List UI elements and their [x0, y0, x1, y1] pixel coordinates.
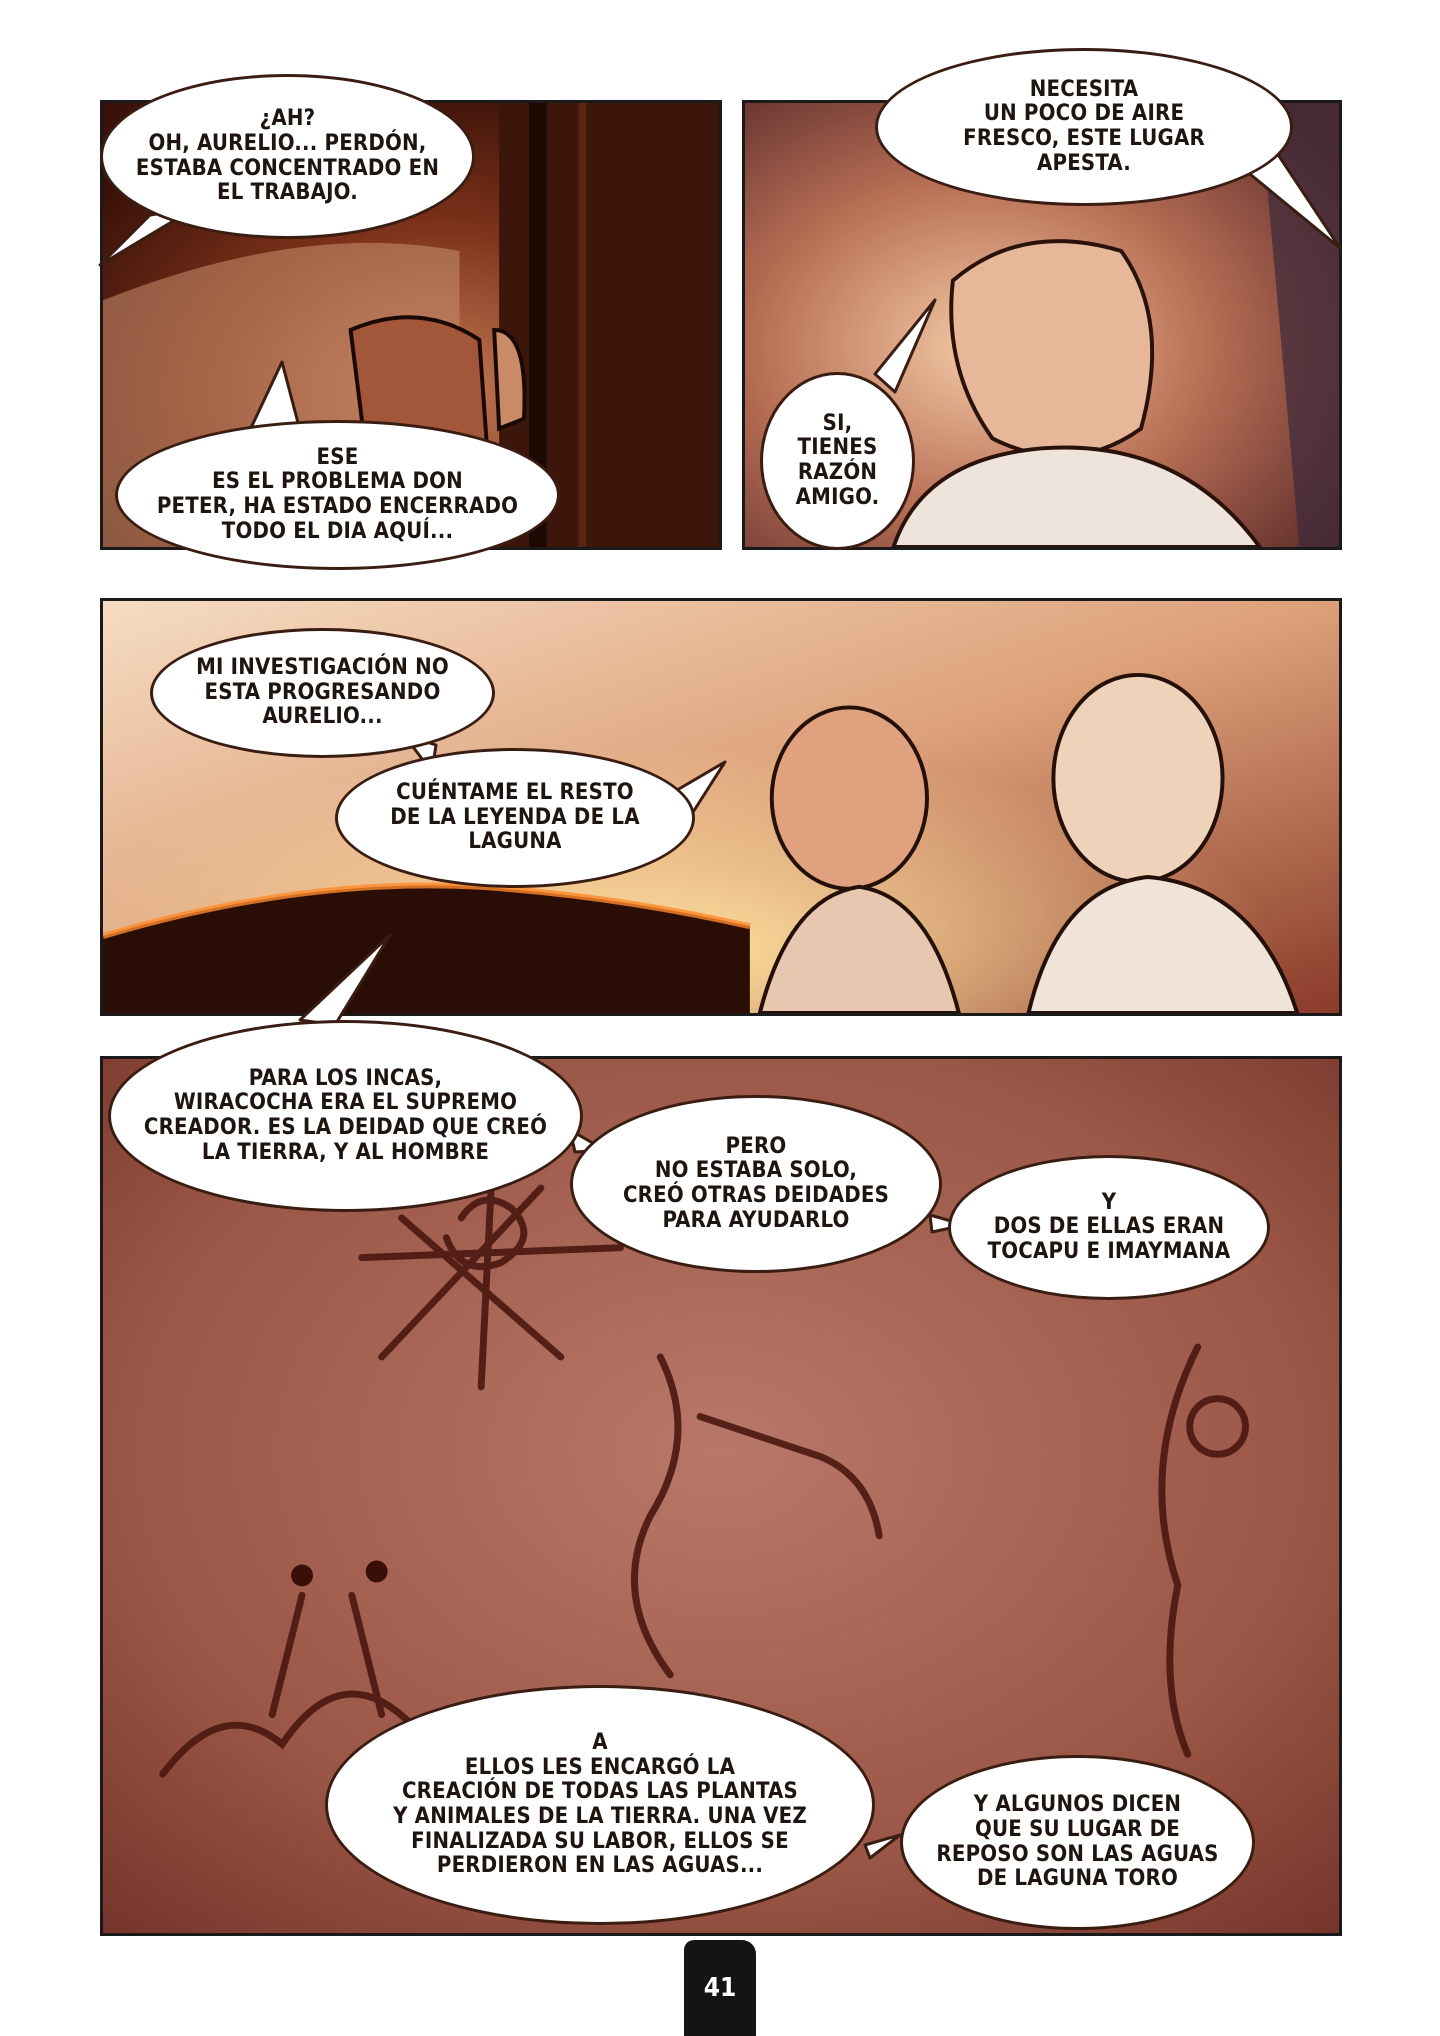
speech-bubble	[325, 1685, 875, 1925]
speech-bubble	[335, 748, 695, 888]
bubble-text: ¿AH? OH, AURELIO... PERDÓN, ESTABA CONCENTRADO EN EL TRABAJO.	[135, 106, 440, 206]
bubble-text: Y DOS DE ELLAS ERAN TOCAPU E IMAYMANA	[987, 1189, 1231, 1264]
speech-bubble	[150, 628, 495, 758]
bubble-text: A ELLOS LES ENCARGÓ LA CREACIÓN DE TODAS LAS PLANTAS Y ANIMALES DE LA TIERRA. UNA VEZ FINALIZADA SU LABOR, ELLOS SE PERDIERON EN LAS AGUAS...	[393, 1730, 807, 1879]
bubble-text: NECESITA UN POCO DE AIRE FRESCO, ESTE LUGAR APESTA.	[963, 76, 1205, 176]
speech-bubble	[948, 1155, 1270, 1300]
bubble-text: PERO NO ESTABA SOLO, CREÓ OTRAS DEIDADES PARA AYUDARLO	[622, 1133, 890, 1233]
page-number: 41	[684, 1940, 756, 2036]
speech-bubble	[875, 48, 1293, 206]
speech-bubble	[108, 1020, 583, 1212]
bubble-text: MI INVESTIGACIÓN NO ESTA PROGRESANDO AURELIO...	[196, 655, 449, 730]
speech-bubble	[570, 1095, 942, 1273]
speech-bubble	[115, 420, 560, 570]
bubble-text: CUÉNTAME EL RESTO DE LA LEYENDA DE LA LAGUNA	[390, 780, 640, 855]
bubble-text: PARA LOS INCAS, WIRACOCHA ERA EL SUPREMO CREADOR. ES LA DEIDAD QUE CREÓ LA TIERRA, Y AL HOMBRE	[143, 1065, 548, 1165]
bubble-text: Y ALGUNOS DICEN QUE SU LUGAR DE REPOSO SON LAS AGUAS DE LAGUNA TORO	[936, 1792, 1219, 1892]
bubble-text: ESE ES EL PROBLEMA DON PETER, HA ESTADO ENCERRADO TODO EL DIA AQUÍ...	[156, 444, 519, 544]
bubble-text: SI, TIENES RAZÓN AMIGO.	[795, 410, 880, 510]
speech-bubble	[100, 74, 475, 239]
speech-bubble	[900, 1755, 1255, 1930]
speech-bubble	[760, 372, 915, 550]
